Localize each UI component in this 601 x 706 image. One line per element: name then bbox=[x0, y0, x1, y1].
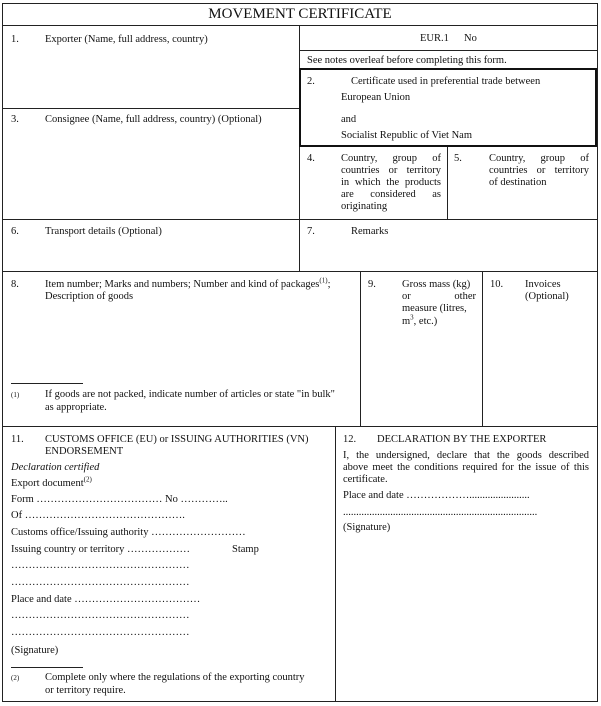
box2-number: 2. bbox=[307, 76, 315, 87]
box9-line4 bbox=[402, 313, 438, 329]
divider-box4-box5 bbox=[447, 146, 448, 219]
box12-number: 12. bbox=[343, 434, 357, 445]
box12-title: DECLARATION BY THE EXPORTER bbox=[377, 434, 547, 445]
box6-label: Transport details (Optional) bbox=[45, 226, 162, 237]
box4-line2: countries or territory bbox=[341, 165, 441, 176]
box11-number: 11. bbox=[11, 434, 24, 445]
box5-number: 5. bbox=[454, 153, 462, 164]
box10-number: 10. bbox=[490, 279, 504, 290]
divider-box8-box11 bbox=[2, 426, 598, 427]
box9-unit-end: , etc.) bbox=[413, 316, 438, 327]
footnote2-line1: Complete only where the regulations of the exporting country bbox=[45, 672, 305, 683]
box8-number: 8. bbox=[11, 279, 19, 290]
box12-dots: .......................................................................... bbox=[343, 507, 538, 518]
box9-unit-sup: 3 bbox=[410, 313, 414, 322]
dots-line-4: …………………………………………… bbox=[11, 627, 190, 638]
box11-signature: (Signature) bbox=[11, 645, 59, 656]
page-title: MOVEMENT CERTIFICATE bbox=[208, 6, 392, 22]
footnote1-rule bbox=[11, 383, 83, 384]
box10-line2: (Optional) bbox=[525, 291, 569, 302]
box4-number: 4. bbox=[307, 153, 315, 164]
box12-signature: (Signature) bbox=[343, 522, 391, 533]
footnote-ref-2: (2) bbox=[83, 475, 92, 484]
of-field: Of ………………………………………. bbox=[11, 510, 185, 521]
box8-line1 bbox=[45, 276, 331, 292]
box1-number: 1. bbox=[11, 34, 19, 45]
box3-number: 3. bbox=[11, 114, 19, 125]
footnote-ref-1: (1) bbox=[319, 276, 328, 285]
divider-box11-box12 bbox=[335, 426, 336, 702]
box11-title-line2: ENDORSEMENT bbox=[45, 446, 124, 457]
footnote2-rule bbox=[11, 667, 83, 668]
divider-col-main bbox=[299, 26, 300, 271]
box2-line4: Socialist Republic of Viet Nam bbox=[341, 130, 472, 141]
stamp-label: Stamp bbox=[232, 544, 259, 555]
declaration-certified: Declaration certified bbox=[11, 462, 100, 473]
box8-line2: Description of goods bbox=[45, 291, 134, 302]
box9-line2: or other bbox=[402, 291, 476, 302]
footnote1-marker: (1) bbox=[11, 391, 20, 399]
box4-line5: originating bbox=[341, 201, 388, 212]
box7-number: 7. bbox=[307, 226, 315, 237]
box9-line1: Gross mass (kg) bbox=[402, 279, 471, 290]
divider-box9-box10 bbox=[482, 271, 483, 426]
export-document-label: Export document bbox=[11, 478, 84, 489]
divider-eur bbox=[299, 50, 598, 51]
divider-box1-box3 bbox=[2, 108, 299, 109]
footnote1-line1: If goods are not packed, indicate number of articles or state "in bulk" bbox=[45, 389, 335, 400]
box4-line3: in which the products bbox=[341, 177, 441, 188]
issuing-country-field: Issuing country or territory ……………… bbox=[11, 544, 191, 555]
box9-unit-m: m bbox=[402, 316, 411, 327]
box5-line3: of destination bbox=[489, 177, 547, 188]
customs-office-field: Customs office/Issuing authority ……………………… bbox=[11, 527, 246, 538]
eur1-no-label: No bbox=[464, 33, 477, 44]
dots-line-1: …………………………………………… bbox=[11, 560, 190, 571]
box11-title-line1: CUSTOMS OFFICE (EU) or ISSUING AUTHORITIES (VN) bbox=[45, 434, 309, 445]
box5-line1: Country, group of bbox=[489, 153, 589, 164]
dots-line-2: …………………………………………… bbox=[11, 577, 190, 588]
box1-label: Exporter (Name, full address, country) bbox=[45, 34, 208, 45]
dots-line-3: …………………………………………… bbox=[11, 610, 190, 621]
form-field: Form ……………………………… No ………….. bbox=[11, 494, 228, 505]
divider-box8-box9 bbox=[360, 271, 361, 426]
divider-box3-box6 bbox=[2, 219, 598, 220]
box9-number: 9. bbox=[368, 279, 376, 290]
box10-line1: Invoices bbox=[525, 279, 561, 290]
divider-box6-box8 bbox=[2, 271, 598, 272]
footnote1-line2: as appropriate. bbox=[45, 402, 107, 413]
box4-line4: are considered as bbox=[341, 189, 441, 200]
box7-label: Remarks bbox=[351, 226, 389, 237]
box4-line1: Country, group of bbox=[341, 153, 441, 164]
box12-line1: I, the undersigned, declare that the goods described bbox=[343, 450, 589, 461]
place-date-field: Place and date ……………………………… bbox=[11, 594, 201, 605]
box2-line2: European Union bbox=[341, 92, 411, 103]
footnote2-marker: (2) bbox=[11, 674, 20, 682]
eur1-notes: See notes overleaf before completing this form. bbox=[307, 55, 507, 66]
box9-line3: measure (litres, bbox=[402, 303, 467, 314]
footnote2-line2: or territory require. bbox=[45, 685, 126, 696]
box12-line2: above meet the conditions required for the issue of this bbox=[343, 462, 589, 473]
box12-line3: certificate. bbox=[343, 474, 388, 485]
box2-line1: Certificate used in preferential trade between bbox=[351, 76, 541, 87]
box2-line3: and bbox=[341, 114, 357, 125]
box8-line1-end: ; bbox=[327, 279, 331, 290]
box12-place-date: Place and date ………………....................... bbox=[343, 490, 530, 501]
box6-number: 6. bbox=[11, 226, 19, 237]
box3-label: Consignee (Name, full address, country) (Optional) bbox=[45, 114, 262, 125]
box5-line2: countries or territory bbox=[489, 165, 589, 176]
export-document bbox=[11, 475, 92, 491]
box8-line1-text: Item number; Marks and numbers; Number and kind of packages bbox=[45, 279, 320, 290]
eur1-code: EUR.1 bbox=[420, 33, 449, 44]
